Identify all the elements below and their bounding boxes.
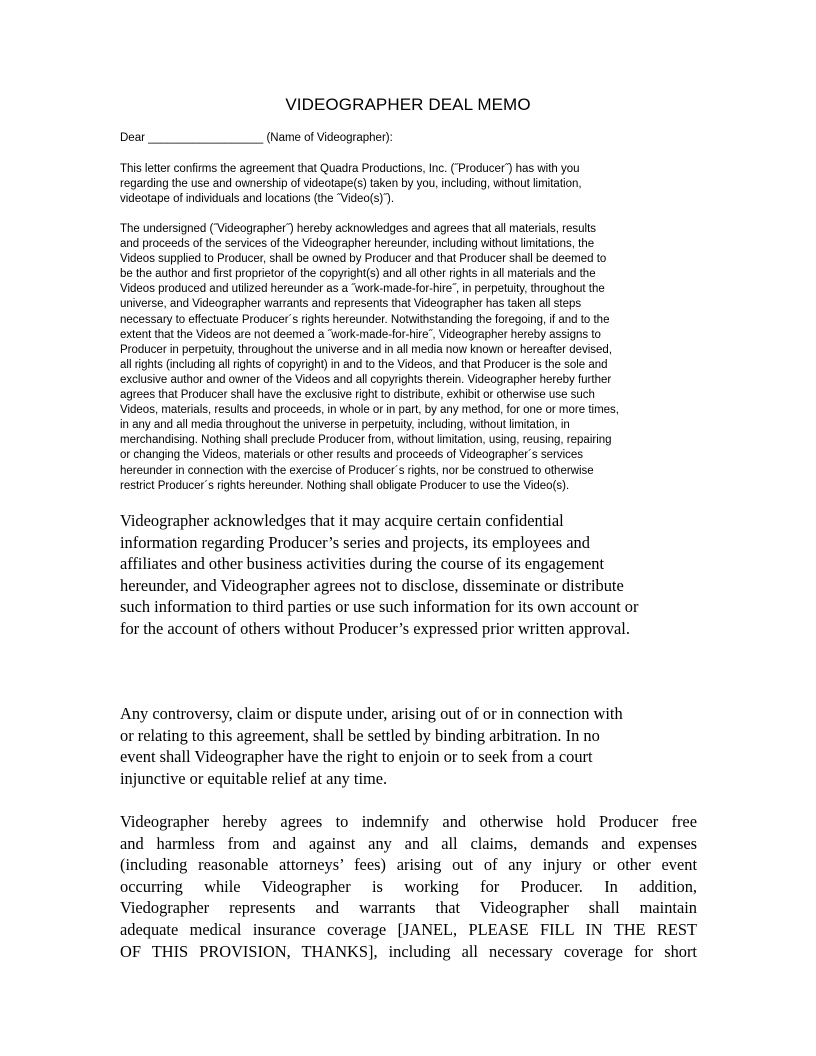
paragraph-line: or relating to this agreement, shall be settled by binding arbitration. In no xyxy=(120,725,600,745)
paragraph-line: Producer in perpetuity, throughout the universe and in all media now known or hereafter devised, xyxy=(120,343,613,356)
paragraph-line: extent that the Videos are not deemed a ˝work-made-for-hire˝, Videographer hereby assigns to xyxy=(120,328,601,341)
paragraph-line: restrict Producer´s rights hereunder. Nothing shall obligate Producer to use the Video(s). xyxy=(120,479,570,492)
document-title: VIDEOGRAPHER DEAL MEMO xyxy=(285,95,531,114)
paragraph-line: necessary to effectuate Producer´s rights hereunder. Notwithstanding the foregoing, if and to the xyxy=(120,313,610,326)
paragraph-line: and harmless from and against any and all claims, demands and expenses xyxy=(120,833,697,853)
paragraph-line: This letter confirms the agreement that Quadra Productions, Inc. (˝Producer˝) has with you xyxy=(120,163,580,175)
paragraph-ownership xyxy=(120,222,690,494)
paragraph-line: Videos produced and utilized hereunder as a ˝work-made-for-hire˝, in perpetuity, throughout the xyxy=(120,283,605,296)
paragraph-line: hereunder, and Videographer agrees not to disclose, disseminate or distribute xyxy=(120,575,624,595)
paragraph-line: Any controversy, claim or dispute under, arising out of or in connection with xyxy=(120,704,623,723)
paragraph-line: and proceeds of the services of the Videographer hereunder, including without limitations, the xyxy=(120,238,595,251)
paragraph-line: or changing the Videos, materials or other results and proceeds of Videographer´s services xyxy=(120,449,584,462)
paragraph-confidentiality xyxy=(120,510,700,640)
paragraph-line: such information to third parties or use such information for its own account or xyxy=(120,597,639,617)
paragraph-line: event shall Videographer have the right to enjoin or to seek from a court xyxy=(120,747,593,767)
paragraph-line: The undersigned (˝Videographer˝) hereby acknowledges and agrees that all materials, results xyxy=(120,223,597,235)
paragraph-line: Viedographer represents and warrants that Videographer shall maintain xyxy=(120,898,697,918)
paragraph-line: information regarding Producer’s series and projects, its employees and xyxy=(120,532,590,552)
paragraph-arbitration xyxy=(120,703,700,789)
paragraph-line: be the author and first proprietor of the copyright(s) and all other rights in all materials and the xyxy=(120,268,596,281)
paragraph-line: adequate medical insurance coverage [JANEL, PLEASE FILL IN THE REST xyxy=(120,919,697,939)
paragraph-line: in any and all media throughout the universe in perpetuity, including, without limitation, in xyxy=(120,419,570,432)
paragraph-line: Videographer acknowledges that it may acquire certain confidential xyxy=(120,511,564,530)
paragraph-line: hereunder in connection with the exercise of Producer´s rights, nor be construed to otherwise xyxy=(120,464,594,477)
paragraph-line: (including reasonable attorneys’ fees) arising out of any injury or other event xyxy=(120,855,697,875)
paragraph-line: Videographer hereby agrees to indemnify and otherwise hold Producer free xyxy=(120,812,697,831)
paragraph-line: injunctive or equitable relief at any time. xyxy=(120,768,388,788)
paragraph-line: universe, and Videographer warrants and represents that Videographer has taken all steps xyxy=(120,298,582,311)
paragraph-line: affiliates and other business activities during the course of its engagement xyxy=(120,554,604,574)
paragraph-line: Videos supplied to Producer, shall be owned by Producer and that Producer shall be deemed to xyxy=(120,253,607,266)
paragraph-line: merchandising. Nothing shall preclude Producer from, without limitation, using, reusing, repairing xyxy=(120,434,612,447)
paragraph-line: exclusive author and owner of the Videos and all copyrights therein. Videographer hereby further xyxy=(120,373,612,386)
paragraph-line: OF THIS PROVISION, THANKS], including all necessary coverage for short xyxy=(120,941,697,961)
paragraph-indemnification xyxy=(120,811,697,962)
paragraph-line: all rights (including all rights of copyright) in and to the Videos, and that Producer is the sole and xyxy=(120,358,608,371)
paragraph-line: videotape of individuals and locations (the ˝Video(s)˝). xyxy=(120,193,395,206)
paragraph-line: regarding the use and ownership of videotape(s) taken by you, including, without limitation, xyxy=(120,178,582,191)
paragraph-line: Videos, materials, results and proceeds, in whole or in part, by any method, for one or more times, xyxy=(120,404,620,417)
paragraph-line: for the account of others without Producer’s expressed prior written approval. xyxy=(120,618,630,638)
salutation: Dear __________________ (Name of Videographer): xyxy=(120,132,393,144)
paragraph-agreement-intro xyxy=(120,162,690,207)
paragraph-line: agrees that Producer shall have the exclusive right to distribute, exhibit or otherwise use such xyxy=(120,389,595,402)
paragraph-line: occurring while Videographer is working for Producer. In addition, xyxy=(120,876,697,896)
